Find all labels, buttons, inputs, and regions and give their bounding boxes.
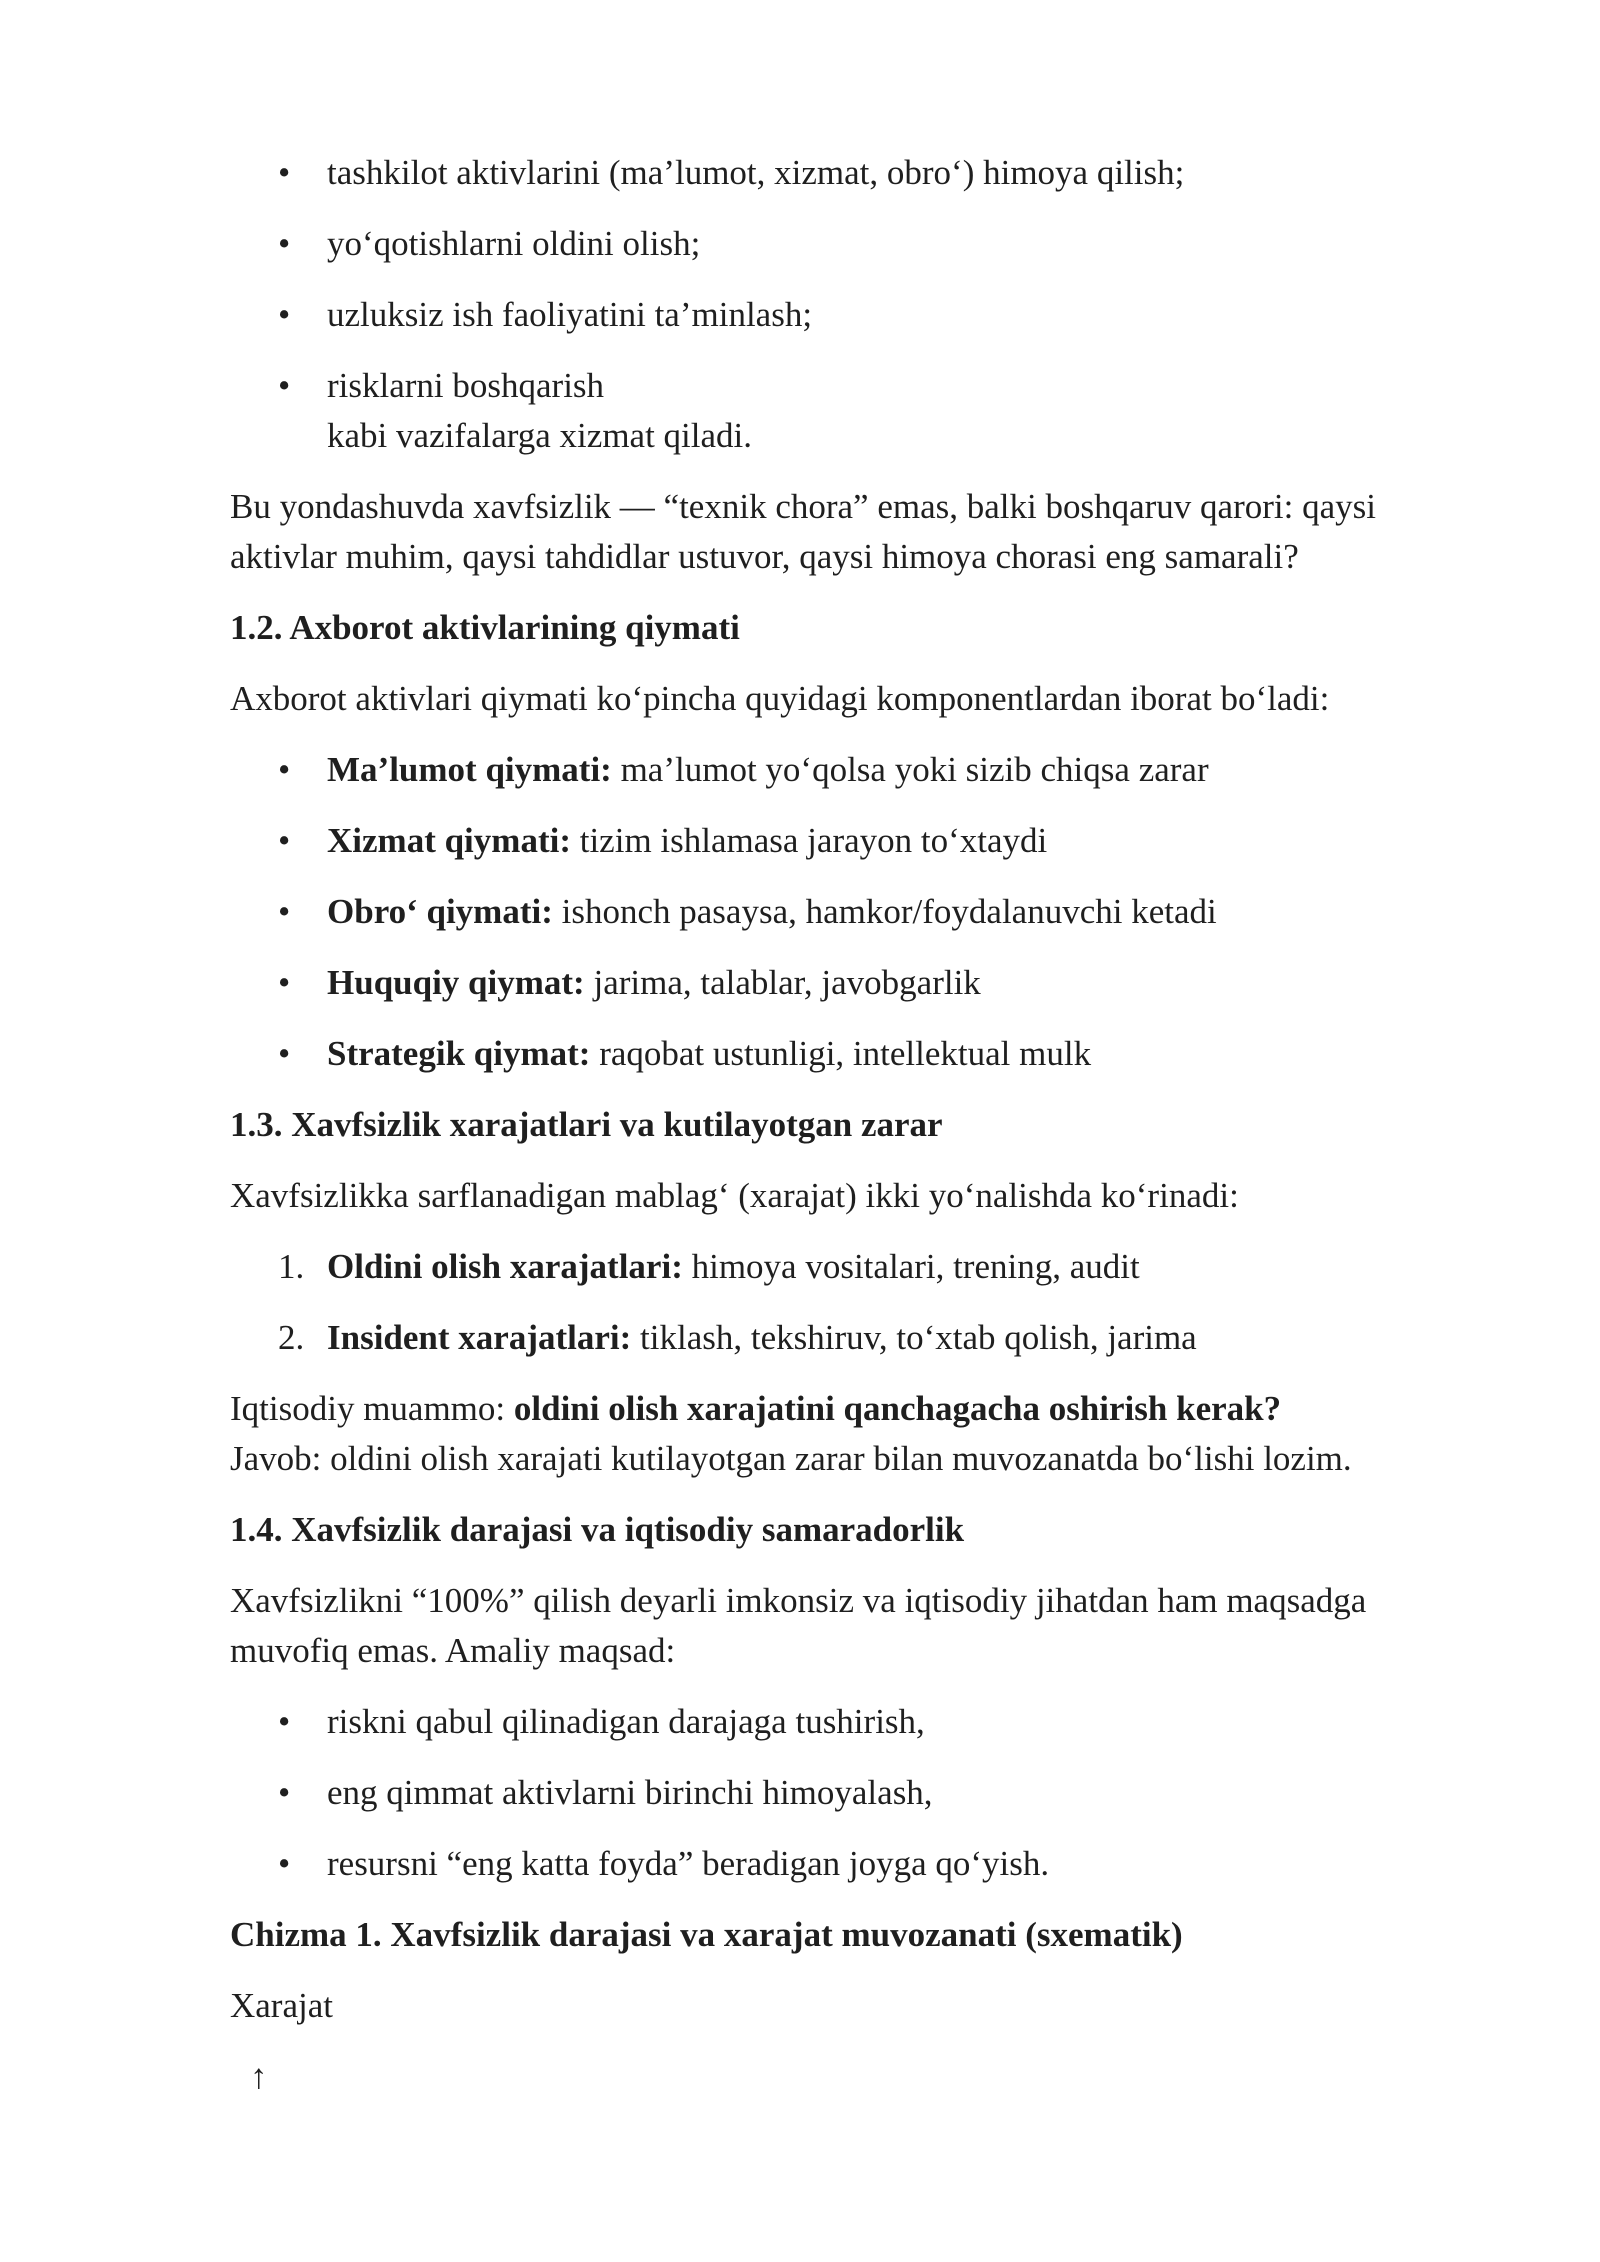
term: Ma’lumot qiymati: bbox=[327, 750, 612, 789]
bullet: • bbox=[278, 821, 291, 860]
list-number: 2. bbox=[278, 1318, 305, 1357]
definition: tizim ishlamasa jarayon to‘xtaydi bbox=[570, 821, 1048, 860]
list-continuation: kabi vazifalarga xizmat qiladi. bbox=[327, 416, 753, 455]
term: Insident xarajatlari: bbox=[327, 1318, 632, 1357]
term: Oldini olish xarajatlari: bbox=[327, 1247, 683, 1286]
tasks-list bbox=[230, 148, 1482, 461]
paragraph: Bu yondashuvda xavfsizlik — “texnik chora” emas, balki boshqaruv qarori: qaysi aktivlar muhim, qaysi tahdidlar ustuvor, qaysi himoya chorasi eng samarali? bbox=[230, 487, 1376, 576]
definition: ishonch pasaysa, hamkor/foydalanuvchi ketadi bbox=[552, 892, 1217, 931]
list-item bbox=[230, 148, 1482, 198]
list-item bbox=[230, 1697, 1482, 1747]
list-number: 1. bbox=[278, 1247, 305, 1286]
list-item bbox=[230, 1029, 1482, 1079]
cost-types-list bbox=[230, 1242, 1482, 1363]
answer-text: Javob: oldini olish xarajati kutilayotgan zarar bilan muvozanatda bo‘lishi lozim. bbox=[230, 1439, 1352, 1478]
up-arrow-icon: ↑ bbox=[250, 2057, 268, 2096]
goals-list bbox=[230, 1697, 1482, 1889]
list-item bbox=[230, 816, 1482, 866]
bullet: • bbox=[278, 750, 291, 789]
bullet: • bbox=[278, 295, 291, 334]
list-item bbox=[230, 219, 1482, 269]
list-item-text: uzluksiz ish faoliyatini ta’minlash; bbox=[327, 295, 813, 334]
list-item bbox=[230, 887, 1482, 937]
definition: himoya vositalari, trening, audit bbox=[682, 1247, 1140, 1286]
list-item-text: eng qimmat aktivlarni birinchi himoyalash, bbox=[327, 1773, 933, 1812]
list-item bbox=[230, 290, 1482, 340]
list-item-text: yo‘qotishlarni oldini olish; bbox=[327, 224, 701, 263]
bullet: • bbox=[278, 153, 291, 192]
section-heading: 1.3. Xavfsizlik xarajatlari va kutilayotgan zarar bbox=[230, 1105, 943, 1144]
bullet: • bbox=[278, 892, 291, 931]
section-heading: 1.4. Xavfsizlik darajasi va iqtisodiy samaradorlik bbox=[230, 1510, 965, 1549]
list-item-text: riskni qabul qilinadigan darajaga tushirish, bbox=[327, 1702, 925, 1741]
bullet: • bbox=[278, 1844, 291, 1883]
term: Strategik qiymat: bbox=[327, 1034, 591, 1073]
problem-prefix: Iqtisodiy muammo: bbox=[230, 1389, 514, 1428]
bullet: • bbox=[278, 1702, 291, 1741]
section-intro: Xavfsizlikni “100%” qilish deyarli imkonsiz va iqtisodiy jihatdan ham maqsadga muvofiq emas. Amaliy maqsad: bbox=[230, 1581, 1367, 1670]
figure-y-label: Xarajat bbox=[230, 1986, 333, 2025]
term: Obro‘ qiymati: bbox=[327, 892, 553, 931]
definition: tiklash, tekshiruv, to‘xtab qolish, jarima bbox=[631, 1318, 1197, 1357]
section-intro: Axborot aktivlari qiymati ko‘pincha quyidagi komponentlardan iborat bo‘ladi: bbox=[230, 679, 1330, 718]
list-item-text: risklarni boshqarish bbox=[327, 366, 605, 405]
problem-question: oldini olish xarajatini qanchagacha oshirish kerak? bbox=[513, 1389, 1282, 1428]
list-item-text: resursni “eng katta foyda” beradigan joyga qo‘yish. bbox=[327, 1844, 1050, 1883]
bullet: • bbox=[278, 1034, 291, 1073]
list-item bbox=[230, 958, 1482, 1008]
bullet: • bbox=[278, 963, 291, 1002]
value-components-list bbox=[230, 745, 1482, 1079]
list-item bbox=[230, 1242, 1482, 1292]
term: Xizmat qiymati: bbox=[327, 821, 571, 860]
list-item-text: tashkilot aktivlarini (ma’lumot, xizmat, obro‘) himoya qilish; bbox=[327, 153, 1185, 192]
list-item bbox=[230, 1839, 1482, 1889]
list-item bbox=[230, 1768, 1482, 1818]
bullet: • bbox=[278, 224, 291, 263]
definition: ma’lumot yo‘qolsa yoki sizib chiqsa zarar bbox=[611, 750, 1209, 789]
bullet: • bbox=[278, 366, 291, 405]
list-item bbox=[230, 745, 1482, 795]
definition: raqobat ustunligi, intellektual mulk bbox=[590, 1034, 1092, 1073]
list-item bbox=[230, 361, 1482, 461]
section-intro: Xavfsizlikka sarflanadigan mablag‘ (xarajat) ikki yo‘nalishda ko‘rinadi: bbox=[230, 1176, 1239, 1215]
term: Huquqiy qiymat: bbox=[327, 963, 585, 1002]
list-item bbox=[230, 1313, 1482, 1363]
figure-title: Chizma 1. Xavfsizlik darajasi va xarajat muvozanati (sxematik) bbox=[230, 1915, 1183, 1954]
section-heading: 1.2. Axborot aktivlarining qiymati bbox=[230, 608, 740, 647]
problem-paragraph bbox=[230, 1384, 1482, 1484]
bullet: • bbox=[278, 1773, 291, 1812]
definition: jarima, talablar, javobgarlik bbox=[584, 963, 981, 1002]
